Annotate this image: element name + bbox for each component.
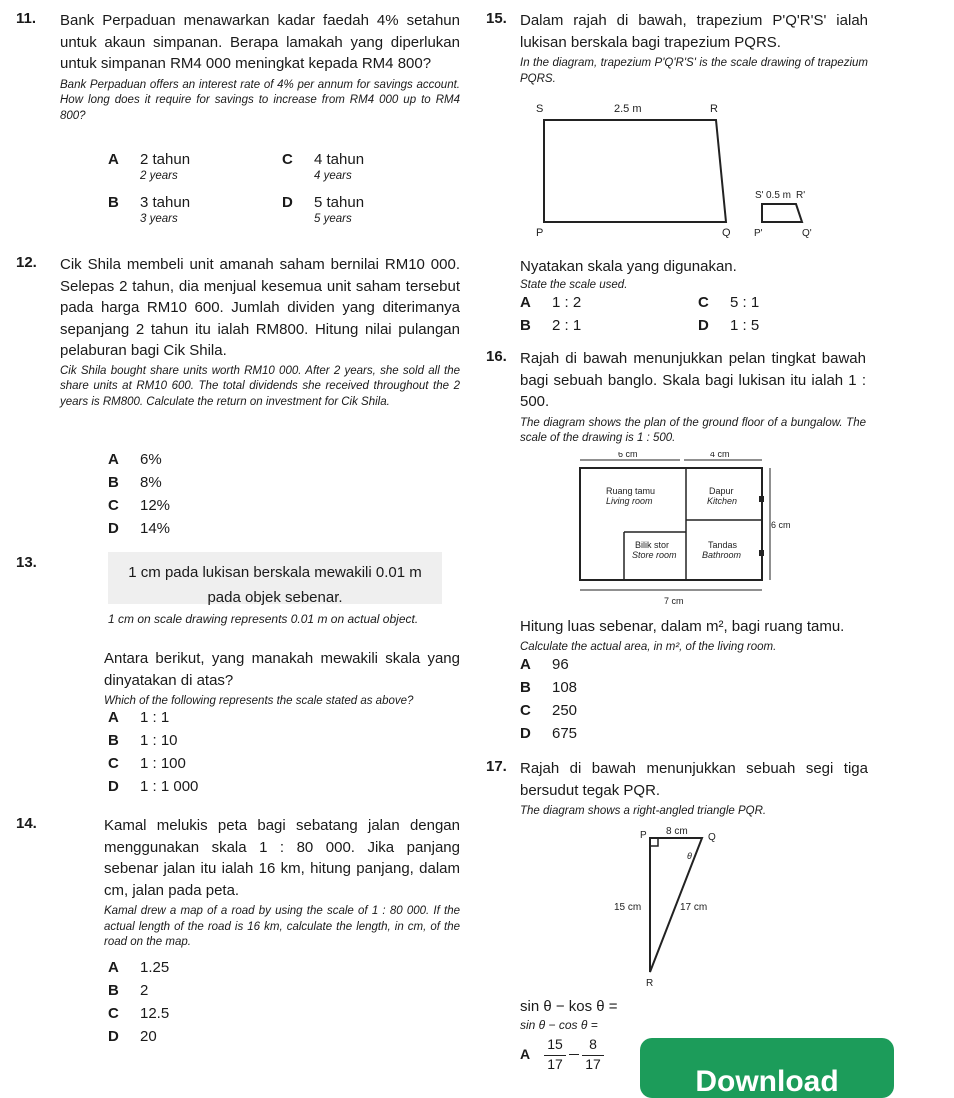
option-c[interactable]	[698, 294, 759, 312]
option-c[interactable]	[282, 151, 364, 183]
vertex-s-prime: S'	[755, 190, 764, 201]
vertex-p-prime: P'	[754, 228, 763, 238]
question-text-en: Which of the following represents the scale stated as above?	[104, 695, 414, 707]
question-number: 14.	[16, 815, 37, 832]
option-d[interactable]	[282, 194, 364, 226]
option-text: 2	[140, 982, 149, 999]
question-number: 13.	[16, 554, 37, 571]
option-letter: C	[520, 702, 531, 719]
question-text-ms: Bank Perpaduan menawarkan kadar faedah 4% setahun untuk akaun simpanan. Berapa lamakah yang diperlukan untuk simpanan RM4 000 meningkat kepada RM4 800?	[60, 12, 460, 72]
question-text-ms: Cik Shila membeli unit amanah saham bernilai RM10 000. Selepas 2 tahun, dia menjual kesemua unit saham tersebut pada harga RM10 600. Jumlah dividen yang diterimanya sepanjang 2 tahun itu ialah RM800. Hitung nilai pulangan pelaburan bagi Cik Shila.	[60, 256, 460, 359]
plan-outline	[580, 468, 762, 580]
expression-en: sin θ − cos θ =	[520, 1018, 598, 1032]
minus-sign	[569, 1054, 579, 1055]
vertex-q-prime: Q'	[802, 228, 812, 238]
option-text: 108	[552, 679, 578, 696]
room-bath-en: Bathroom	[702, 550, 742, 560]
option-text: 96	[552, 656, 569, 673]
option-letter: D	[282, 194, 293, 211]
option-text-en: 4 years	[314, 170, 352, 182]
option-letter: B	[520, 317, 531, 334]
option-text: 3 tahun	[140, 194, 191, 211]
option-text: 1 : 5	[730, 317, 760, 334]
download-button-label: Download	[695, 1065, 839, 1098]
option-d[interactable]	[108, 1028, 157, 1046]
door-mark-kitchen	[759, 496, 764, 502]
right-angle-mark	[650, 838, 658, 846]
question-text-ms: Rajah di bawah menunjukkan pelan tingkat bawah bagi sebuah banglo. Skala bagi lukisan itu ialah 1 : 500.	[520, 350, 866, 410]
question-text-en: Bank Perpaduan offers an interest rate of 4% per annum for savings account. How long does it require for savings to increase from RM4 000 up to RM4 800?	[60, 78, 460, 122]
option-letter: A	[108, 959, 119, 976]
vertex-p: P	[536, 227, 544, 238]
option-letter: B	[108, 732, 119, 749]
option-d[interactable]	[698, 317, 759, 335]
option-text: 2 tahun	[140, 151, 191, 168]
instruction-en: State the scale used.	[520, 278, 628, 291]
small-side-length: 0.5 m	[766, 190, 792, 201]
question-text-en: The diagram shows the plan of the ground floor of a bungalow. The scale of the drawing is 1 : 500.	[520, 416, 866, 444]
option-c[interactable]	[520, 702, 577, 720]
option-a[interactable]	[520, 656, 569, 674]
option-text: 6%	[140, 451, 162, 468]
option-a[interactable]	[108, 151, 190, 183]
room-living-en: Living room	[606, 496, 653, 506]
option-b[interactable]	[520, 679, 577, 697]
option-letter: C	[108, 755, 119, 772]
expression-ms: sin θ − kos θ =	[520, 998, 618, 1015]
option-letter: D	[108, 1028, 119, 1045]
option-letter: B	[520, 679, 531, 696]
option-letter: C	[698, 294, 709, 311]
option-letter: A	[108, 451, 119, 468]
question-text-ms: Dalam rajah di bawah, trapezium P'Q'R'S' ialah lukisan berskala bagi trapezium PQRS.	[520, 12, 868, 51]
fraction-1-denominator: 17	[547, 1056, 563, 1072]
vertex-r: R	[710, 103, 718, 115]
question-number: 12.	[16, 254, 37, 271]
option-text: 8%	[140, 474, 162, 491]
option-a[interactable]	[108, 959, 169, 977]
vertex-r: R	[646, 978, 654, 988]
scale-statement-line1: 1 cm pada lukisan berskala mewakili 0.01 m	[128, 564, 422, 581]
option-a[interactable]	[108, 709, 169, 727]
option-b[interactable]	[108, 732, 178, 750]
vertex-q: Q	[722, 227, 731, 238]
room-kitchen-en: Kitchen	[707, 496, 738, 506]
option-b[interactable]	[108, 982, 148, 1000]
option-text: 4 tahun	[314, 151, 365, 168]
option-text: 5 tahun	[314, 194, 365, 211]
option-a[interactable]	[520, 294, 581, 312]
option-c[interactable]	[108, 755, 186, 773]
trapezium-scaled	[762, 204, 802, 222]
question-text-en: Cik Shila bought share units worth RM10 000. After 2 years, she sold all the share units at RM10 600. The total dividends she received throughout the 2 years is RM800. Calculate the return on investment for Cik Shila.	[60, 364, 460, 408]
vertex-p: P	[640, 830, 647, 841]
question-number: 15.	[486, 10, 507, 27]
option-d[interactable]	[108, 778, 198, 796]
option-letter: A	[108, 151, 119, 168]
option-letter: C	[108, 1005, 119, 1022]
scale-statement-line2: pada objek sebenar.	[207, 589, 343, 606]
option-b[interactable]	[108, 474, 162, 492]
option-text: 250	[552, 702, 578, 719]
option-a[interactable]	[520, 1036, 630, 1076]
dim-bottom: 7 cm	[664, 596, 684, 606]
room-kitchen-ms: Dapur	[709, 486, 734, 496]
instruction-en: Calculate the actual area, in m², of the living room.	[520, 640, 777, 653]
option-letter: C	[282, 151, 293, 168]
option-text: 12%	[140, 497, 171, 514]
dim-top-right: 4 cm	[710, 452, 730, 459]
option-text: 12.5	[140, 1005, 170, 1022]
option-text: 1 : 2	[552, 294, 582, 311]
vertex-q: Q	[708, 832, 716, 843]
floor-plan-figure	[566, 452, 796, 608]
option-letter: B	[108, 474, 119, 491]
question-number: 17.	[486, 758, 507, 775]
download-button[interactable]	[640, 1038, 894, 1098]
question-text-en: In the diagram, trapezium P'Q'R'S' is the scale drawing of trapezium PQRS.	[520, 57, 868, 85]
scale-statement-en: 1 cm on scale drawing represents 0.01 m on actual object.	[108, 612, 419, 626]
option-text: 1 : 1	[140, 709, 170, 726]
question-text-ms: Rajah di bawah menunjukkan sebuah segi tiga bersudut tegak PQR.	[520, 760, 868, 799]
door-mark-bathroom	[759, 550, 764, 556]
instruction-ms: Hitung luas sebenar, dalam m², bagi ruang tamu.	[520, 618, 845, 635]
option-text: 1 : 100	[140, 755, 186, 772]
question-text-ms: Antara berikut, yang manakah mewakili skala yang dinyatakan di atas?	[104, 650, 460, 689]
option-text-en: 5 years	[314, 213, 352, 225]
option-letter: A	[520, 294, 531, 311]
trapezium-pqrs	[544, 120, 726, 222]
question-text-ms: Kamal melukis peta bagi sebatang jalan dengan menggunakan skala 1 : 80 000. Jika panjang sebenar jalan itu ialah 16 km, hitung panjang, dalam cm, jalan pada peta.	[104, 817, 460, 899]
room-store-en: Store room	[632, 550, 677, 560]
option-letter: A	[108, 709, 119, 726]
angle-theta: θ	[687, 851, 692, 861]
option-c[interactable]	[108, 497, 170, 515]
option-letter: C	[108, 497, 119, 514]
option-text: 14%	[140, 520, 171, 537]
question-text-en: The diagram shows a right-angled triangle PQR.	[520, 805, 767, 817]
dim-right: 6 cm	[771, 520, 791, 530]
option-letter: D	[520, 725, 531, 742]
side-qr-length: 17 cm	[680, 902, 708, 913]
vertex-r-prime: R'	[796, 190, 806, 201]
side-pq-length: 8 cm	[666, 826, 688, 837]
option-text-en: 2 years	[140, 170, 178, 182]
option-text: 20	[140, 1028, 157, 1045]
option-letter: D	[698, 317, 709, 334]
trapezium-figure	[526, 98, 826, 238]
option-a[interactable]	[108, 451, 162, 469]
question-number: 16.	[486, 348, 507, 365]
room-bath-ms: Tandas	[708, 540, 738, 550]
option-letter: B	[108, 982, 119, 999]
triangle-figure	[614, 826, 734, 988]
option-letter: B	[108, 194, 119, 211]
option-b[interactable]	[520, 317, 581, 335]
option-letter: D	[108, 778, 119, 795]
option-text: 1 : 1 000	[140, 778, 199, 795]
fraction-2-numerator: 8	[589, 1036, 597, 1052]
room-store-ms: Bilik stor	[635, 540, 670, 550]
option-b[interactable]	[108, 194, 190, 226]
option-text: 1.25	[140, 959, 170, 976]
option-letter: A	[520, 656, 531, 673]
vertex-s: S	[536, 103, 544, 115]
option-text-en: 3 years	[140, 213, 178, 225]
option-d[interactable]	[108, 520, 170, 538]
top-side-length: 2.5 m	[614, 103, 642, 115]
room-living-ms: Ruang tamu	[606, 486, 656, 496]
option-letter: A	[520, 1046, 531, 1062]
option-text: 5 : 1	[730, 294, 760, 311]
question-number: 11.	[16, 10, 37, 27]
option-d[interactable]	[520, 725, 577, 743]
side-pr-length: 15 cm	[614, 902, 642, 913]
dim-top-left: 6 cm	[618, 452, 638, 459]
question-text-en: Kamal drew a map of a road by using the scale of 1 : 80 000. If the actual length of the road is 16 km, calculate the length, in cm, of the road on the map.	[104, 905, 460, 948]
fraction-1-numerator: 15	[547, 1036, 563, 1052]
option-text: 2 : 1	[552, 317, 582, 334]
option-letter: D	[108, 520, 119, 537]
fraction-2-denominator: 17	[585, 1056, 601, 1072]
instruction-ms: Nyatakan skala yang digunakan.	[520, 258, 737, 275]
option-c[interactable]	[108, 1005, 169, 1023]
option-text: 675	[552, 725, 578, 742]
option-text: 1 : 10	[140, 732, 178, 749]
